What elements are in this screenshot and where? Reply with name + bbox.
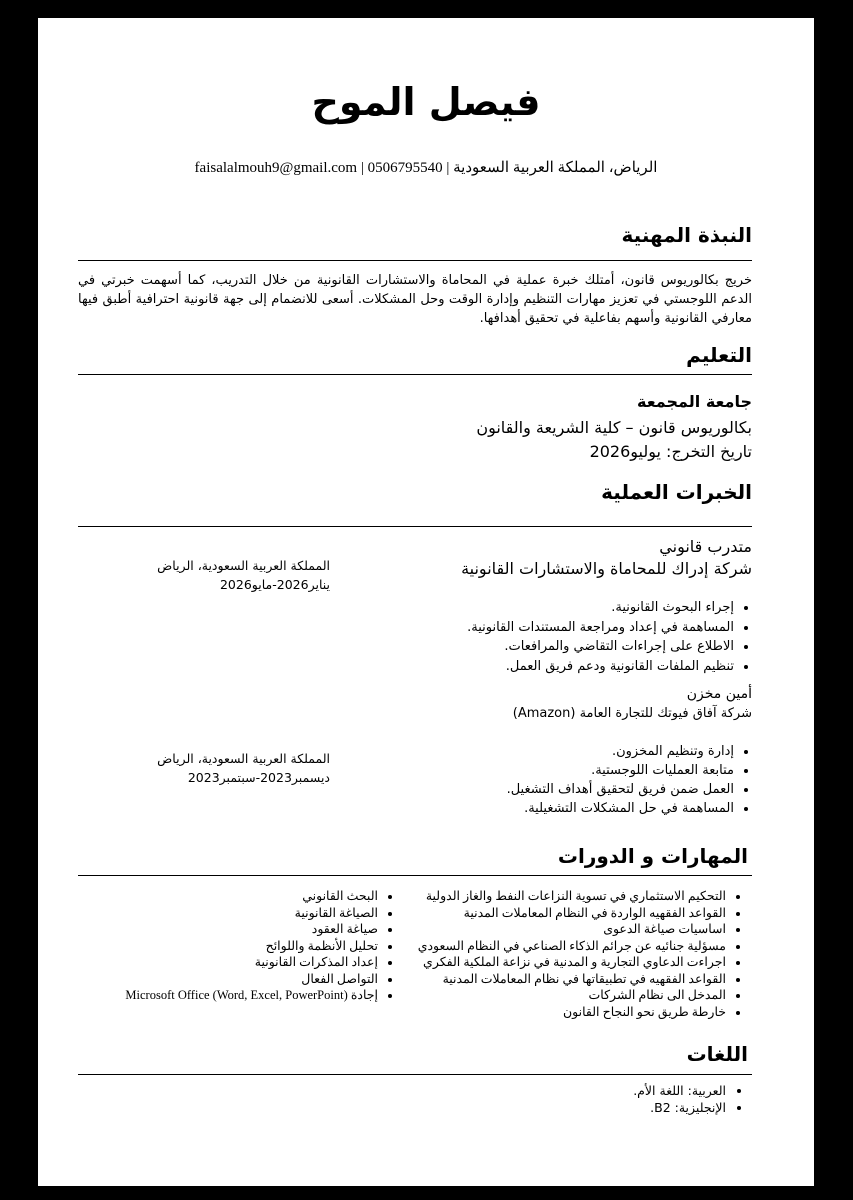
job-dates: ديسمبر2023-سبتمبر2023: [187, 770, 330, 785]
list-item: • المساهمة في حل المشكلات التشغيلية.: [314, 799, 734, 818]
list-item: • مسؤلية جنائيه عن جرائم الذكاء الصناعي في النظام السعودي: [366, 938, 726, 955]
candidate-name: فيصل الموح: [311, 80, 541, 124]
languages-list: [426, 1082, 744, 1116]
education-heading: التعليم: [686, 343, 752, 367]
list-item: • خارطة طريق نحو النجاح القانون: [366, 1004, 726, 1021]
list-item: • العربية: اللغة الأم.: [426, 1082, 726, 1099]
job-location: المملكة العربية السعودية، الرياض: [157, 558, 330, 573]
skills-divider: [78, 875, 752, 876]
list-item: • المساهمة في إعداد ومراجعة المستندات القانونية.: [314, 618, 734, 638]
job-company: شركة آفاق فيوتك للتجارة العامة (Amazon): [512, 706, 752, 721]
list-item: • الاطلاع على إجراءات التقاضي والمرافعات.: [314, 637, 734, 657]
list-item: • الإنجليزية: B2.: [426, 1099, 726, 1116]
list-item: • اجراءت الدعاوي التجارية و المدنية في نزاعة الملكية الفكري: [366, 954, 726, 971]
job-location-dates: [90, 556, 330, 594]
list-item: • إجراء البحوث القانونية.: [314, 598, 734, 618]
contact-line: الرياض، المملكة العربية السعودية | 0506795540 | faisalalmouh9@gmail.com: [194, 160, 658, 176]
experience-divider: [78, 526, 752, 527]
degree-text: بكالوريوس قانون – كلية الشريعة والقانون: [476, 418, 752, 437]
list-item: • إدارة وتنظيم المخزون.: [314, 742, 734, 761]
experience-heading: الخبرات العملية: [601, 480, 752, 504]
resume-page: [38, 18, 814, 1186]
job-title: أمين مخزن: [686, 686, 752, 702]
skills-list: [78, 888, 396, 1004]
job-location: المملكة العربية السعودية، الرياض: [157, 751, 330, 766]
languages-heading: اللغات: [686, 1042, 748, 1066]
graduation-date: تاريخ التخرج: يوليو2026: [589, 442, 752, 461]
list-item: • تنظيم الملفات القانونية ودعم فريق العمل.: [314, 657, 734, 677]
list-item: • البحث القانوني: [78, 888, 378, 905]
list-item: • الصياغة القانونية: [78, 905, 378, 922]
list-item: • التحكيم الاستثماري في تسوية النزاعات النفط والغاز الدولية: [366, 888, 726, 905]
job-title: متدرب قانوني: [659, 537, 752, 556]
list-item: • القواعد الفقهيه الواردة في النظام المعاملات المدنية: [366, 905, 726, 922]
job-dates: يناير2026-مايو2026: [219, 577, 330, 592]
list-item: • تحليل الأنظمة واللوائح: [78, 938, 378, 955]
list-item: • متابعة العمليات اللوجستية.: [314, 761, 734, 780]
university-name: جامعة المجمعة: [637, 392, 752, 411]
list-item: • العمل ضمن فريق لتحقيق أهداف التشغيل.: [314, 780, 734, 799]
list-item: • إجادة Microsoft Office (Word, Excel, PowerPoint): [78, 987, 378, 1004]
job-task-list: [314, 742, 752, 818]
job-location-dates: [90, 749, 330, 787]
list-item: • المدخل الى نظام الشركات: [366, 987, 726, 1004]
summary-divider: [78, 260, 752, 261]
list-item: • القواعد الفقهيه في تطبيقاتها في نظام المعاملات المدنية: [366, 971, 726, 988]
list-item: • إعداد المذكرات القانونية: [78, 954, 378, 971]
job-company: شركة إدراك للمحاماة والاستشارات القانونية: [461, 559, 752, 578]
skills-heading: المهارات و الدورات: [557, 844, 748, 868]
summary-text: خريج بكالوريوس قانون، أمتلك خبرة عملية في المحاماة والاستشارات القانونية من خلال التدريب، كما أسهمت خبرتي في الدعم اللوجستي في تعزيز مهارات التنظيم وإدارة الوقت وحل المشكلات. أسعى للانضمام إلى جهة قانونية احترافية أطبق فيها معارفي القانونية وأسهم بفاعلية في تحقيق أهدافها.: [78, 273, 752, 326]
summary-heading: النبذة المهنية: [621, 223, 752, 247]
languages-divider: [78, 1074, 752, 1075]
job-task-list: [314, 598, 752, 676]
list-item: • اساسيات صياغة الدعوى: [366, 921, 726, 938]
courses-list: [366, 888, 744, 1020]
list-item: • التواصل الفعال: [78, 971, 378, 988]
education-divider: [78, 374, 752, 375]
list-item: • صياغة العقود: [78, 921, 378, 938]
